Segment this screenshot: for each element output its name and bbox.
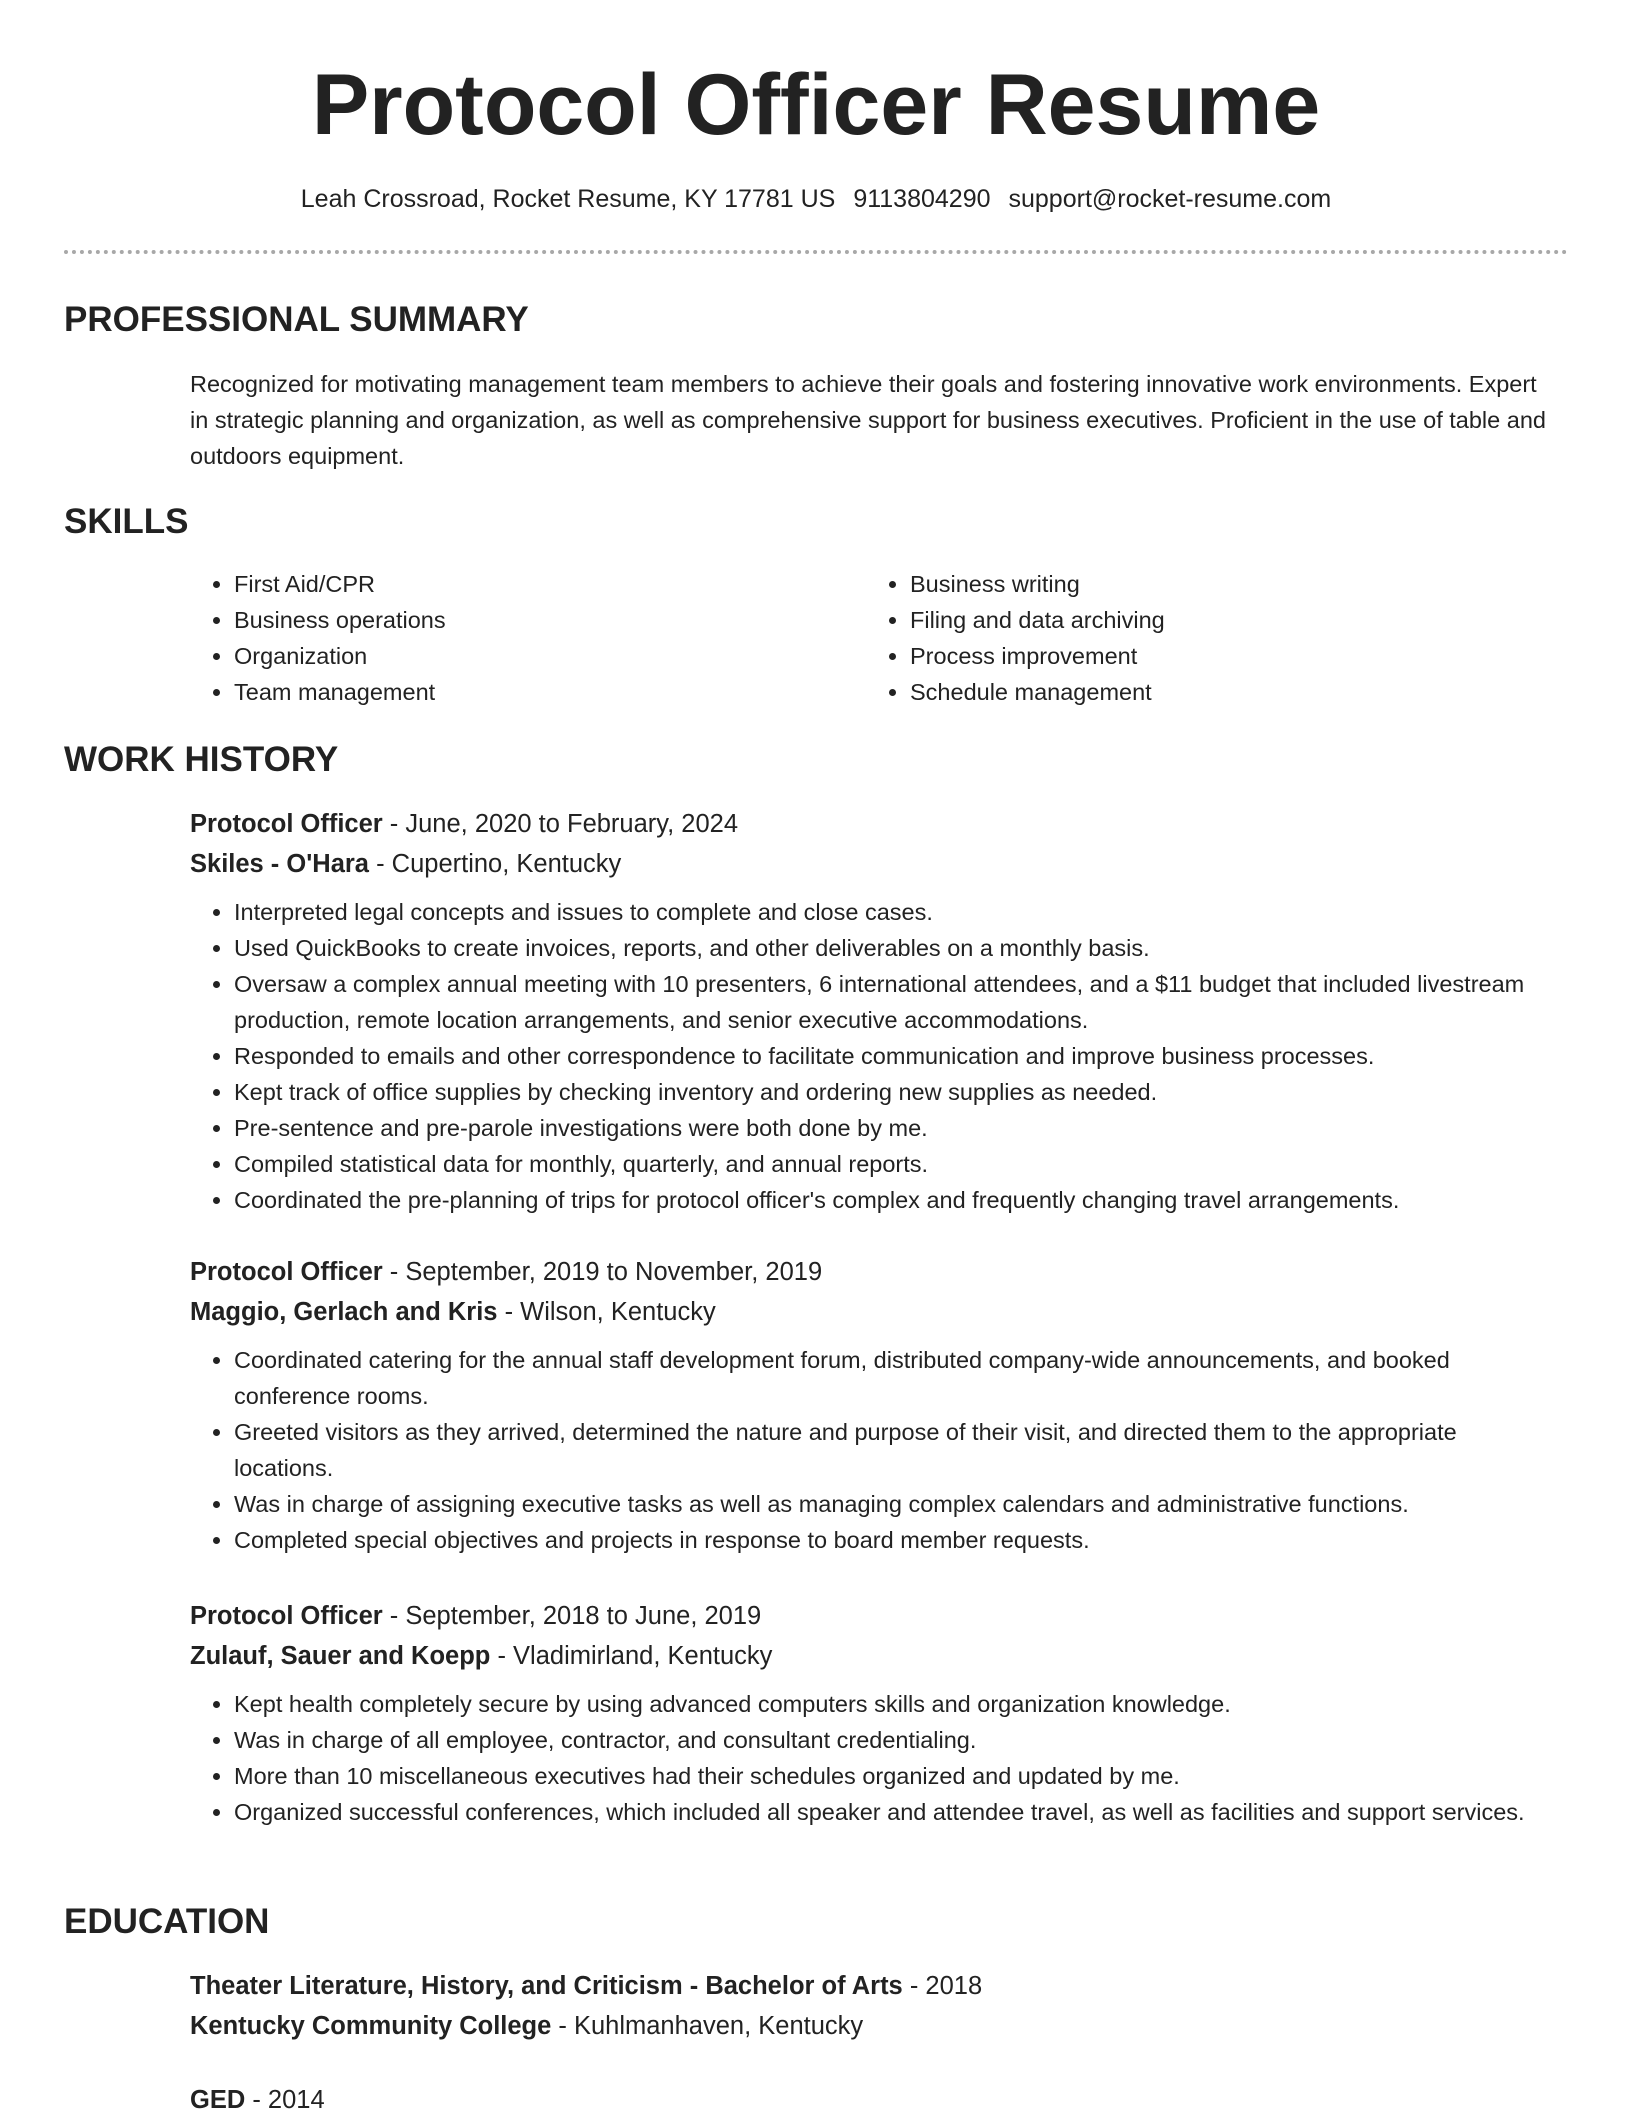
list-item: • Interpreted legal concepts and issues to complete and close cases.	[234, 894, 1550, 930]
job-bullets	[190, 894, 1550, 1218]
list-item: • Coordinated the pre-planning of trips for protocol officer's complex and frequently changing travel arrangements.	[234, 1182, 1550, 1218]
skill-item: • Process improvement	[910, 638, 1506, 674]
job-bullets	[190, 1342, 1550, 1558]
job-company: Skiles - O'Hara	[190, 850, 369, 878]
job-title-line	[190, 804, 1550, 844]
school-name: Kentucky Community College	[190, 2012, 552, 2040]
job-location: - Vladimirland, Kentucky	[490, 1642, 773, 1670]
degree-year: - 2018	[902, 1972, 983, 2000]
education-entry	[190, 2080, 1550, 2120]
skill-item: • Organization	[234, 638, 830, 674]
job-company-line	[190, 1292, 1550, 1332]
contact-address: Leah Crossroad, Rocket Resume, KY 17781 US	[300, 185, 836, 213]
job-title-line	[190, 1596, 1550, 1636]
list-item: • Was in charge of all employee, contractor, and consultant credentialing.	[234, 1722, 1550, 1758]
list-item: • More than 10 miscellaneous executives had their schedules organized and updated by me.	[234, 1758, 1550, 1794]
summary-heading: PROFESSIONAL SUMMARY	[64, 300, 529, 339]
list-item: • Compiled statistical data for monthly, quarterly, and annual reports.	[234, 1146, 1550, 1182]
degree-name: Theater Literature, History, and Criticism - Bachelor of Arts	[190, 1972, 903, 2000]
education-heading: EDUCATION	[64, 1902, 270, 1941]
skills-section	[190, 566, 1550, 716]
degree-line	[190, 1966, 1550, 2006]
contact-phone: 9113804290	[853, 185, 991, 213]
school-location: - Kuhlmanhaven, Kentucky	[551, 2012, 864, 2040]
list-item: • Completed special objectives and projects in response to board member requests.	[234, 1522, 1550, 1558]
summary-text: Recognized for motivating management team members to achieve their goals and fostering innovative work environments. Expert in strategic planning and organization, as well as comprehensive support for business executives. Proficient in the use of table and outdoors equipment.	[190, 371, 1546, 469]
school-line	[190, 2006, 1550, 2046]
summary-section	[190, 366, 1550, 474]
skills-left-column	[190, 566, 830, 710]
job-entry	[190, 1252, 1550, 1558]
degree-year: - 2014	[245, 2086, 325, 2114]
skill-item: • Business writing	[910, 566, 1506, 602]
job-company-line	[190, 844, 1550, 884]
job-title-line	[190, 1252, 1550, 1292]
list-item: • Greeted visitors as they arrived, determined the nature and purpose of their visit, and directed them to the appropriate locations.	[234, 1414, 1550, 1486]
degree-line	[190, 2080, 1550, 2120]
list-item: • Oversaw a complex annual meeting with 10 presenters, 6 international attendees, and a $11 budget that included livestream production, remote location arrangements, and senior executive accommodations.	[234, 966, 1550, 1038]
degree-name: GED	[190, 2086, 246, 2114]
job-company: Zulauf, Sauer and Koepp	[190, 1642, 491, 1670]
skill-item: • Filing and data archiving	[910, 602, 1506, 638]
work-heading: WORK HISTORY	[64, 740, 339, 779]
list-item: • Kept track of office supplies by checking inventory and ordering new supplies as needed.	[234, 1074, 1550, 1110]
job-entry	[190, 1596, 1550, 1830]
list-item: • Used QuickBooks to create invoices, reports, and other deliverables on a monthly basis.	[234, 930, 1550, 966]
job-location: - Wilson, Kentucky	[497, 1298, 716, 1326]
education-entry	[190, 1966, 1550, 2046]
skill-item: • Schedule management	[910, 674, 1506, 710]
skill-item: • Team management	[234, 674, 830, 710]
job-entry	[190, 804, 1550, 1218]
header-divider	[64, 250, 1568, 254]
list-item: • Coordinated catering for the annual staff development forum, distributed company-wide announcements, and booked conference rooms.	[234, 1342, 1550, 1414]
job-dates: - September, 2019 to November, 2019	[382, 1258, 823, 1286]
list-item: • Kept health completely secure by using advanced computers skills and organization knowledge.	[234, 1686, 1550, 1722]
job-title: Protocol Officer	[190, 810, 383, 838]
job-title: Protocol Officer	[190, 1602, 383, 1630]
list-item: • Pre-sentence and pre-parole investigations were both done by me.	[234, 1110, 1550, 1146]
job-company: Maggio, Gerlach and Kris	[190, 1298, 498, 1326]
job-company-line	[190, 1636, 1550, 1676]
skill-item: • Business operations	[234, 602, 830, 638]
job-location: - Cupertino, Kentucky	[369, 850, 622, 878]
skills-heading: SKILLS	[64, 502, 189, 541]
list-item: • Organized successful conferences, which included all speaker and attendee travel, as well as facilities and support services.	[234, 1794, 1550, 1830]
contact-line	[0, 182, 1632, 216]
skills-right-column	[866, 566, 1506, 710]
skill-item: • First Aid/CPR	[234, 566, 830, 602]
list-item: • Was in charge of assigning executive tasks as well as managing complex calendars and administrative functions.	[234, 1486, 1550, 1522]
job-dates: - June, 2020 to February, 2024	[382, 810, 739, 838]
job-bullets	[190, 1686, 1550, 1830]
job-dates: - September, 2018 to June, 2019	[382, 1602, 762, 1630]
contact-email: support@rocket-resume.com	[1008, 185, 1332, 213]
job-title: Protocol Officer	[190, 1258, 383, 1286]
list-item: • Responded to emails and other correspondence to facilitate communication and improve business processes.	[234, 1038, 1550, 1074]
resume-title: Protocol Officer Resume	[311, 57, 1321, 153]
